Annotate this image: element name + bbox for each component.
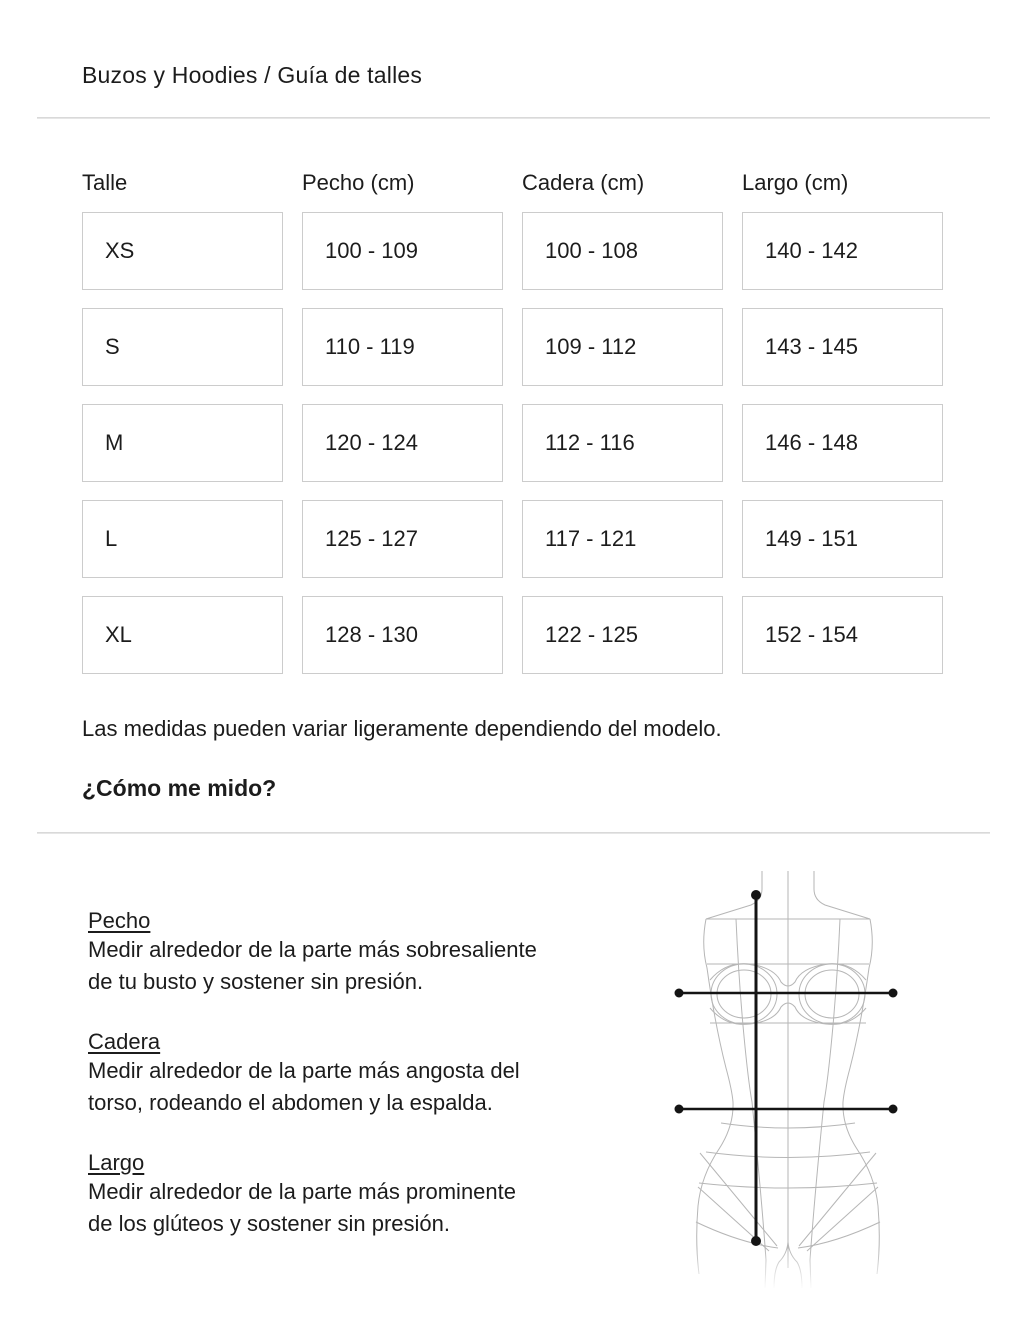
cadera-cell: 112 - 116 <box>522 404 723 482</box>
table-row <box>82 500 943 578</box>
mannequin-outline <box>696 871 880 1288</box>
largo-cell: 152 - 154 <box>742 596 943 674</box>
largo-cell: 146 - 148 <box>742 404 943 482</box>
mannequin-figure-illustration <box>640 850 920 1290</box>
pecho-measure-line <box>675 989 898 998</box>
pecho-cell: 120 - 124 <box>302 404 503 482</box>
cadera-measure-line <box>675 1105 898 1114</box>
column-header-cadera: Cadera (cm) <box>522 170 645 195</box>
measure-section-pecho <box>88 908 648 998</box>
table-row <box>82 308 943 386</box>
measure-section-cadera <box>88 1029 648 1119</box>
column-header-largo: Largo (cm) <box>742 170 849 195</box>
measure-instructions <box>88 908 648 1271</box>
measure-section-text: Medir alrededor de la parte más sobresaliente de tu busto y sostener sin presión. <box>88 937 537 994</box>
divider-bottom <box>37 832 990 834</box>
table-row <box>82 212 943 290</box>
cadera-cell: 117 - 121 <box>522 500 723 578</box>
size-cell: S <box>82 308 283 386</box>
cadera-cell: 100 - 108 <box>522 212 723 290</box>
measure-section-label: Largo <box>88 1150 145 1175</box>
size-cell: XL <box>82 596 283 674</box>
size-cell: XS <box>82 212 283 290</box>
pecho-cell: 125 - 127 <box>302 500 503 578</box>
table-row <box>82 596 943 674</box>
size-cell: M <box>82 404 283 482</box>
measure-section-text: Medir alrededor de la parte más angosta del torso, rodeando el abdomen y la espalda. <box>88 1058 520 1115</box>
largo-measure-line <box>751 890 761 1246</box>
pecho-cell: 128 - 130 <box>302 596 503 674</box>
pecho-cell: 110 - 119 <box>302 308 503 386</box>
measure-section-label: Pecho <box>88 908 151 933</box>
table-row <box>82 404 943 482</box>
largo-cell: 143 - 145 <box>742 308 943 386</box>
measure-section-text: Medir alrededor de la parte más prominente de los glúteos y sostener sin presión. <box>88 1179 517 1236</box>
column-header-talle: Talle <box>82 170 128 195</box>
column-header-pecho: Pecho (cm) <box>302 170 415 195</box>
cadera-cell: 109 - 112 <box>522 308 723 386</box>
largo-cell: 149 - 151 <box>742 500 943 578</box>
measurement-note: Las medidas pueden variar ligeramente dependiendo del modelo. <box>82 716 722 741</box>
measure-section-label: Cadera <box>88 1029 161 1054</box>
how-to-measure-title: ¿Cómo me mido? <box>82 775 277 801</box>
page-title: Buzos y Hoodies / Guía de talles <box>82 62 423 88</box>
size-cell: L <box>82 500 283 578</box>
pecho-cell: 100 - 109 <box>302 212 503 290</box>
measure-section-largo <box>88 1150 648 1240</box>
largo-cell: 140 - 142 <box>742 212 943 290</box>
size-table-header-row <box>82 168 943 196</box>
divider-top <box>37 117 990 119</box>
size-table <box>82 168 943 692</box>
cadera-cell: 122 - 125 <box>522 596 723 674</box>
